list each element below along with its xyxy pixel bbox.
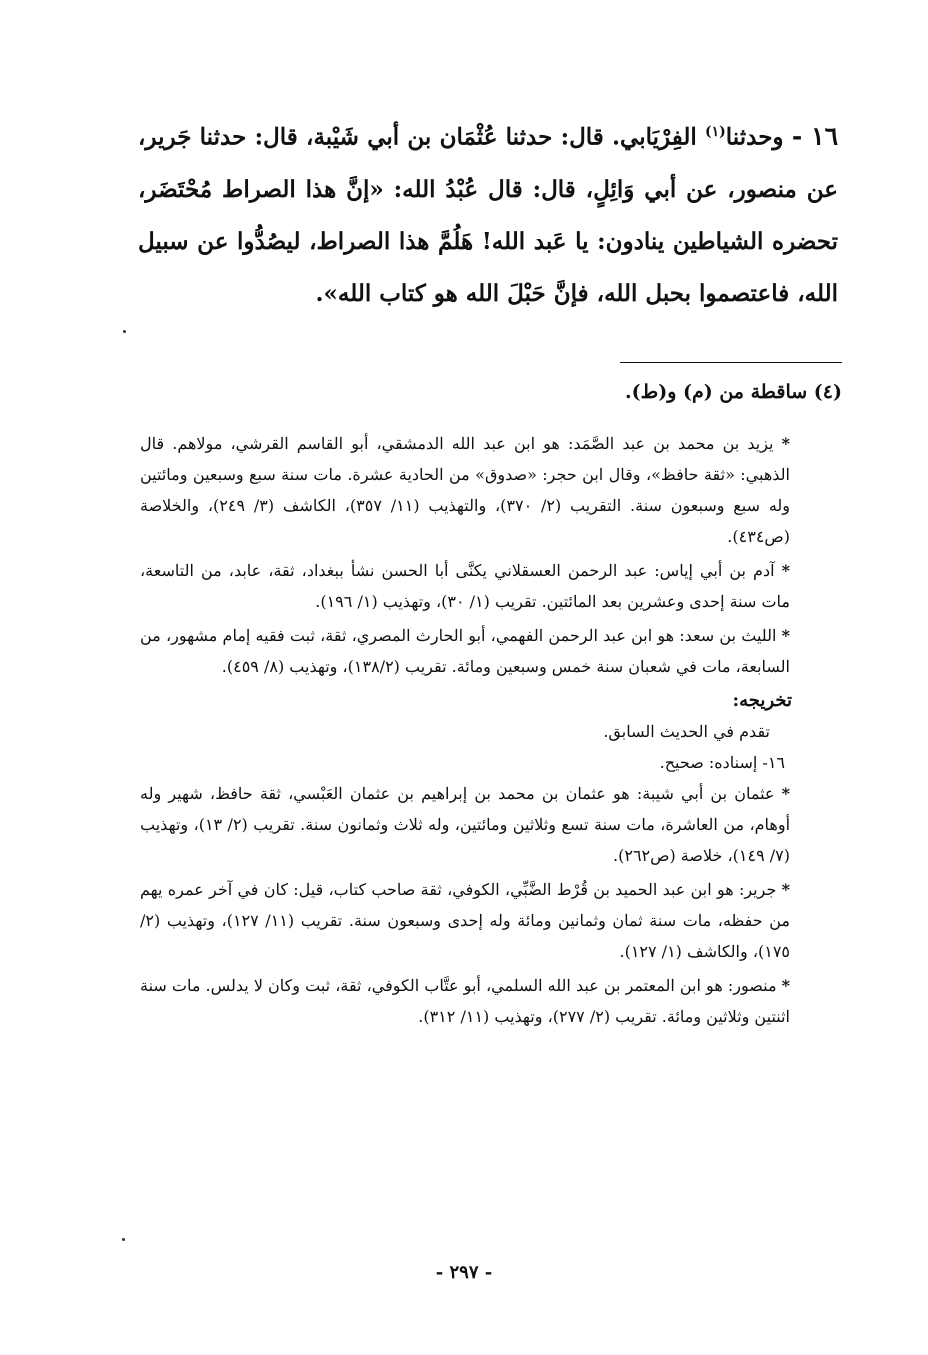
note-adam: * آدم بن أبي إياس: عبد الرحمن العسقلاني يكنَّى أبا الحسن نشأ ببغداد، ثقة، عابد، من التاسعة، مات سنة إحدى وعشرين بعد المائتين. تقريب (١/ ٣٠)، وتهذيب (١/ ١٩٦). — [140, 561, 790, 611]
scan-speck — [122, 1238, 125, 1241]
note-previous-hadith: تقدم في الحديث السابق. — [603, 722, 770, 741]
footnote: (٤) ساقطة من (م) و(ط). — [625, 381, 842, 403]
bullet-star-icon: * — [781, 784, 790, 803]
note-uthman: * عثمان بن أبي شيبة: هو عثمان بن محمد بن إبراهيم بن عثمان العَبْسي، ثقة حافظ، شهير وله أوهام، من العاشرة، مات سنة تسع وثلاثين ومائتين، وله ثلاث وثمانون سنة. تقريب (٢/ ١٣)، وتهذيب (٧/ ١٤٩)، خلاصة (ص٢٦٢). — [140, 784, 791, 865]
isnad-grade: ١٦- إسناده: صحيح. — [659, 753, 785, 772]
hadith-text — [138, 106, 838, 320]
bullet-star-icon: * — [781, 880, 790, 899]
page-number: - ٢٩٧ - — [435, 1262, 493, 1283]
footnote-reference: (١) — [705, 124, 726, 140]
footnote-separator — [620, 362, 842, 363]
bullet-star-icon: * — [781, 976, 790, 995]
note-layth: * الليث بن سعد: هو ابن عبد الرحمن الفهمي، أبو الحارث المصري، ثقة، ثبت فقيه إمام مشهور، من السابعة، مات في شعبان سنة خمس وسبعين ومائة. تقريب (١٣٨/٢)، وتهذيب (٨/ ٤٥٩). — [140, 626, 790, 676]
hadith-opening: وحدثنا — [725, 123, 784, 151]
bullet-star-icon: * — [781, 561, 790, 580]
note-mansur: * منصور: هو ابن المعتمر بن عبد الله السلمي، أبو عتَّاب الكوفي، ثقة، ثبت وكان لا يدلس. مات سنة اثنتين وثلاثين ومائة. تقريب (٢/ ٢٧٧)، وتهذيب (١١/ ٣١٢). — [140, 976, 790, 1026]
bullet-star-icon: * — [781, 434, 790, 453]
scan-speck — [123, 330, 126, 333]
hadith-number: ١٦ - — [791, 121, 838, 151]
note-yazid: * يزيد بن محمد بن عبد الصَّمَد: هو ابن عبد الله الدمشقي، أبو القاسم القرشي، مولاهم. قال الذهبي: «ثقة حافظ»، وقال ابن حجر: «صدوق» من الحادية عشرة. مات سنة سبع وسبعين ومائتين وله سبع وسبعون سنة. التقريب (٢/ ٣٧٠)، والتهذيب (١١/ ٣٥٧)، الكاشف (٣/ ٢٤٩)، والخلاصة (ص٤٣٤). — [140, 434, 790, 546]
section-heading-takhrij: تخريجه: — [732, 690, 792, 711]
bullet-star-icon: * — [781, 626, 790, 645]
hadith-body: الفِرْيَابي. قال: حدثنا عُثْمَان بن أبي شَيْبة، قال: حدثنا جَرير، عن منصور، عن أبي وَائِلٍ، قال: قال عُبْدُ الله: «إنَّ هذا الصراط مُحْتَضَر، تحضره الشياطين ينادون: يا عَبد الله! هَلُمَّ هذا الصراط، ليصُدُّوا عن سبيل الله، فاعتصموا بحبل الله، فإنَّ حَبْلَ الله هو كتاب الله». — [138, 123, 838, 307]
note-jarir: * جرير: هو ابن عبد الحميد بن قُرْط الضَّبِّي، الكوفي، ثقة صاحب كتاب، قيل: كان في آخر عمره يهم من حفظه، مات سنة ثمان وثمانين ومائة وله إحدى وسبعون سنة. تقريب (١١/ ١٢٧)، وتهذيب (٢/ ١٧٥)، والكاشف (١/ ١٢٧). — [140, 880, 791, 961]
commentary — [140, 428, 790, 1035]
